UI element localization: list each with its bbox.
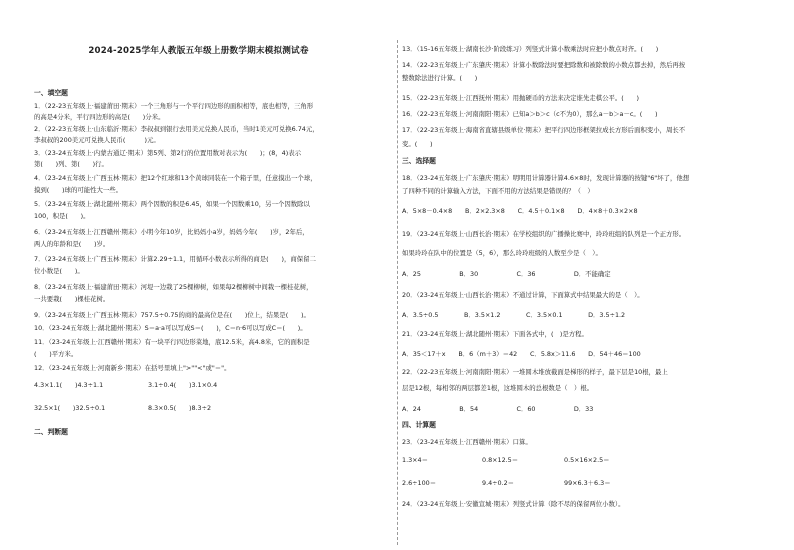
compare-item: 32.5×1( )32.5÷0.1 <box>34 404 106 412</box>
compare-item: 4.3×1.1( )4.3÷1.1 <box>34 381 104 389</box>
question-18-line-2: 了四种不同的计算输入方法，下面不用的方法结果是错误的？（ ） <box>402 187 594 195</box>
question-20: 20．（23-24五年级上·山西长治·期末）不通过计算，下面算式中结果最大的是（ ）。 <box>402 291 644 299</box>
question-22-line-2: 层是12根，每相邻的两层都差1根，这堆圆木的总根数是（ ）根。 <box>402 384 594 392</box>
mental-calc-item: 9.4÷0.2＝ <box>482 479 515 487</box>
question-4-line-1: 4．（23-24五年级上·广西玉林·期末）把12个红球和13个黄球同装在一个箱子里，任意摸出一个球， <box>34 174 317 182</box>
mental-calc-item: 99×6.3＋6.3＝ <box>564 479 611 487</box>
question-21-options: A．35＜17＋x B．6（m＋3）＝42 C．5.8x＞11.6 D．54＋46＝100 <box>402 350 641 358</box>
question-11-line-1: 11．（23-24五年级上·江西赣州·期末）有一块平行四边形菜地，底12.5米，高4.8米，它的面积是 <box>34 338 310 346</box>
question-23: 23．（23-24五年级上·江西赣州·期末）口算。 <box>402 438 532 446</box>
section-true-false: 二、判断题 <box>34 428 68 436</box>
question-17-line-1: 17．（22-23五年级上·海南省直辖县级单位·期末）把平行四边形框架拉成长方形后面积变小，周长不 <box>402 126 686 134</box>
question-1-line-2: 的高是4分米，平行四边形的高是( )分米。 <box>34 113 165 121</box>
mental-calc-item: 0.5×16×2.5＝ <box>564 456 610 464</box>
question-11-line-2: ( )平方米。 <box>34 350 78 358</box>
column-divider <box>397 40 398 545</box>
question-7-line-1: 7．（23-24五年级上·广西玉林·期末）计算2.29÷1.1，用循环小数表示所得的商是( )，商保留二 <box>34 255 316 263</box>
question-16: 16．（22-23五年级上·河南南阳·期末）已知a＞b＞c（c不为0），那么a－b＞a－c。( ) <box>402 110 658 118</box>
question-14-line-2: 整数除法进行计算。( ) <box>402 74 478 82</box>
question-2-line-2: 李叔叔的200美元可兑换人民币( )元。 <box>34 136 160 144</box>
question-5-line-2: 100，积是( )。 <box>34 212 90 220</box>
question-3-line-1: 3．（23-24五年级上·内蒙古通辽·期末）第5列、第2行的位置用数对表示为( )；(8，4)表示 <box>34 149 302 157</box>
section-fill-blank: 一、填空题 <box>34 89 68 97</box>
mental-calc-item: 0.8×12.5＝ <box>482 456 519 464</box>
question-19-line-2: 如果玲玲在队中的位置是（5，6），那么玲玲班级的人数至少是（ ）。 <box>402 249 602 257</box>
question-1-line-1: 1．（22-23五年级上·福建莆田·期末）一个三角形与一个平行四边形的面积相等，底也相等，三角形 <box>34 102 314 110</box>
question-8-line-1: 8．（23-24五年级上·福建莆田·期末）河堤一边栽了25棵柳树，如果每2棵柳树中间栽一棵桂花树， <box>34 283 313 291</box>
question-7-line-2: 位小数是( )。 <box>34 267 84 275</box>
question-9: 9．（23-24五年级上·广西玉林·期末）757.5÷0.75的商的最高位是在( )位上，结果是( )。 <box>34 311 310 319</box>
section-multiple-choice: 三、选择题 <box>402 157 436 165</box>
question-8-line-2: 一共要栽( )棵桂花树。 <box>34 295 110 303</box>
question-21: 21．（23-24五年级上·湖北随州·期末）下面各式中，( )是方程。 <box>402 330 588 338</box>
question-6-line-1: 6．（23-24五年级上·江西赣州·期末）小明今年10岁，比妈妈小a岁，妈妈今年( )岁，2年后， <box>34 228 309 236</box>
question-22-line-1: 22．（22-23五年级上·河南南阳·期末）一堆圆木堆放截面是梯形的样子，最下层是10根，最上 <box>402 368 668 376</box>
question-17-line-2: 变。( ) <box>402 140 433 148</box>
question-22-options: A．24 B．54 C．60 D．33 <box>402 405 594 413</box>
question-4-line-2: 摸到( )球的可能性大一些。 <box>34 186 123 194</box>
question-2-line-1: 2．（22-23五年级上·山东临沂·期末）李叔叔到银行去用美元兑换人民币，当时1美元可兑换6.74元， <box>34 125 319 133</box>
question-13: 13．（15-16五年级上·湖南长沙·阶段练习）列竖式计算小数乘法时应把小数点对齐。( ) <box>402 45 659 53</box>
question-19-line-1: 19．（23-24五年级上·山西长治·期末）在学校组织的广播操比赛中，玲玲班组的队列是一个正方形。 <box>402 230 686 238</box>
mental-calc-item: 1.3×4＝ <box>402 456 428 464</box>
question-6-line-2: 两人的年龄和是( )岁。 <box>34 240 110 248</box>
question-3-line-2: 第( )列、第( )行。 <box>34 160 108 168</box>
question-15: 15．（22-23五年级上·江西抚州·期末）用抛硬币的方法来决定谁先走棋公平。( ) <box>402 94 640 102</box>
compare-item: 8.3×0.5( )8.3÷2 <box>148 404 212 412</box>
page-title: 2024-2025学年人教版五年级上册数学期末模拟测试卷 <box>88 46 309 56</box>
question-12: 12．（23-24五年级上·河南新乡·期末）在括号里填上">""<"或"＝"。 <box>34 364 231 372</box>
question-10: 10．（23-24五年级上·湖北随州·期末）S＝a·a可以写成S＝( )，C＝n·6可以写成C＝( )。 <box>34 324 307 332</box>
section-calculation: 四、计算题 <box>402 421 436 429</box>
question-20-options: A．3.5÷0.5 B．3.5×1.2 C．3.5×0.1 D．3.5÷1.2 <box>402 311 626 319</box>
compare-item: 3.1÷0.4( )3.1×0.4 <box>148 381 218 389</box>
question-19-options: A．25 B．30 C．36 D．不能确定 <box>402 270 611 278</box>
question-14-line-1: 14．（22-23五年级上·广东肇庆·期末）计算小数除法时要把除数和被除数的小数点都去掉，然后再按 <box>402 61 686 69</box>
question-5-line-1: 5．（23-24五年级上·湖北随州·期末）两个因数的积是6.45，如果一个因数乘10，另一个因数除以 <box>34 200 310 208</box>
question-18-options: A．5×8－0.4×8 B．2×2.3×8 C．4.5＋0.1×8 D．4×8＋0.3×2×8 <box>402 207 638 215</box>
mental-calc-item: 2.6÷100＝ <box>402 479 437 487</box>
question-24: 24．（23-24五年级上·安徽宣城·期末）列竖式计算（除不尽的保留两位小数）。 <box>402 500 625 508</box>
question-18-line-1: 18．（23-24五年级上·广东肇庆·期末）明明用计算器计算4.6×8时，发现计算器的按键"6"坏了，他想 <box>402 174 690 182</box>
